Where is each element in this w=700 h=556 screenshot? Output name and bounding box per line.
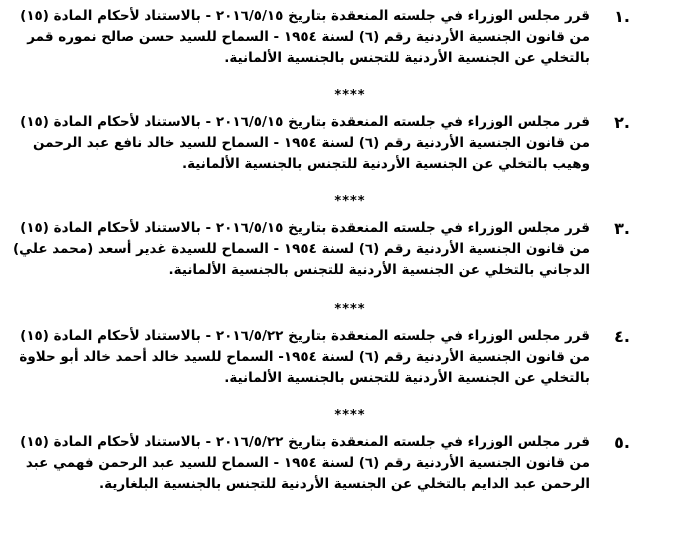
separator: **** — [334, 88, 366, 103]
decision-number: ٥. — [614, 433, 630, 452]
decision-line: من قانون الجنسية الأردنية رقم (٦) لسنة ١٩٥٤ - السماح للسيد حسن صالح نموره قمر — [27, 29, 590, 45]
decision-text — [19, 326, 590, 389]
separator: **** — [334, 408, 366, 423]
decision-line: بالتخلي عن الجنسية الأردنية للتجنس بالجنسية الألمانية. — [224, 370, 590, 386]
decision-line: من قانون الجنسية الأردنية رقم (٦) لسنة ١٩٥٤- السماح للسيد خالد أحمد خالد أبو حلاوة — [19, 349, 590, 365]
decision-text — [12, 218, 590, 281]
decision-text — [20, 432, 590, 495]
separator: **** — [334, 194, 366, 209]
decision-number: ١. — [614, 7, 630, 26]
decision-line: من قانون الجنسية الأردنية رقم (٦) لسنة ١٩٥٤ - السماح للسيد خالد نافع عبد الرحمن — [33, 135, 590, 151]
decision-text — [20, 6, 590, 69]
decision-line: بالتخلي عن الجنسية الأردنية للتجنس بالجنسية الألمانية. — [224, 50, 590, 66]
decision-item-3 — [0, 218, 700, 288]
decision-item-2 — [0, 112, 700, 182]
decision-line: قرر مجلس الوزراء في جلسته المنعقدة بتاريخ ٢٠١٦/٥/٢٢ - بالاستناد لأحكام المادة (١٥) — [20, 434, 590, 450]
decision-item-1 — [0, 6, 700, 76]
separator: **** — [334, 302, 366, 317]
decision-line: قرر مجلس الوزراء في جلسته المنعقدة بتاريخ ٢٠١٦/٥/١٥ - بالاستناد لأحكام المادة (١٥) — [20, 8, 590, 24]
decision-text — [20, 112, 590, 175]
decision-item-5 — [0, 432, 700, 502]
decision-number: ٢. — [614, 113, 630, 132]
decision-item-4 — [0, 326, 700, 396]
decision-number: ٤. — [614, 327, 630, 346]
decision-line: قرر مجلس الوزراء في جلسته المنعقدة بتاريخ ٢٠١٦/٥/٢٢ - بالاستناد لأحكام المادة (١٥) — [20, 328, 590, 344]
decision-line: الرحمن عبد الدايم بالتخلي عن الجنسية الأردنية للتجنس بالجنسية البلغارية. — [99, 476, 590, 492]
decision-line: من قانون الجنسية الأردنية رقم (٦) لسنة ١٩٥٤ - السماح للسيدة غدير أسعد (محمد علي) — [12, 241, 590, 257]
decision-line: قرر مجلس الوزراء في جلسته المنعقدة بتاريخ ٢٠١٦/٥/١٥ - بالاستناد لأحكام المادة (١٥) — [20, 114, 590, 130]
decision-line: وهيب بالتخلي عن الجنسية الأردنية للتجنس بالجنسية الألمانية. — [181, 156, 590, 172]
decision-line: الدجاني بالتخلي عن الجنسية الأردنية للتجنس بالجنسية الألمانية. — [168, 262, 590, 278]
decision-line: قرر مجلس الوزراء في جلسته المنعقدة بتاريخ ٢٠١٦/٥/١٥ - بالاستناد لأحكام المادة (١٥) — [20, 220, 590, 236]
decision-number: ٣. — [614, 219, 630, 238]
decision-line: من قانون الجنسية الأردنية رقم (٦) لسنة ١٩٥٤ - السماح للسيد عبد الرحمن فهمي عبد — [25, 455, 590, 471]
